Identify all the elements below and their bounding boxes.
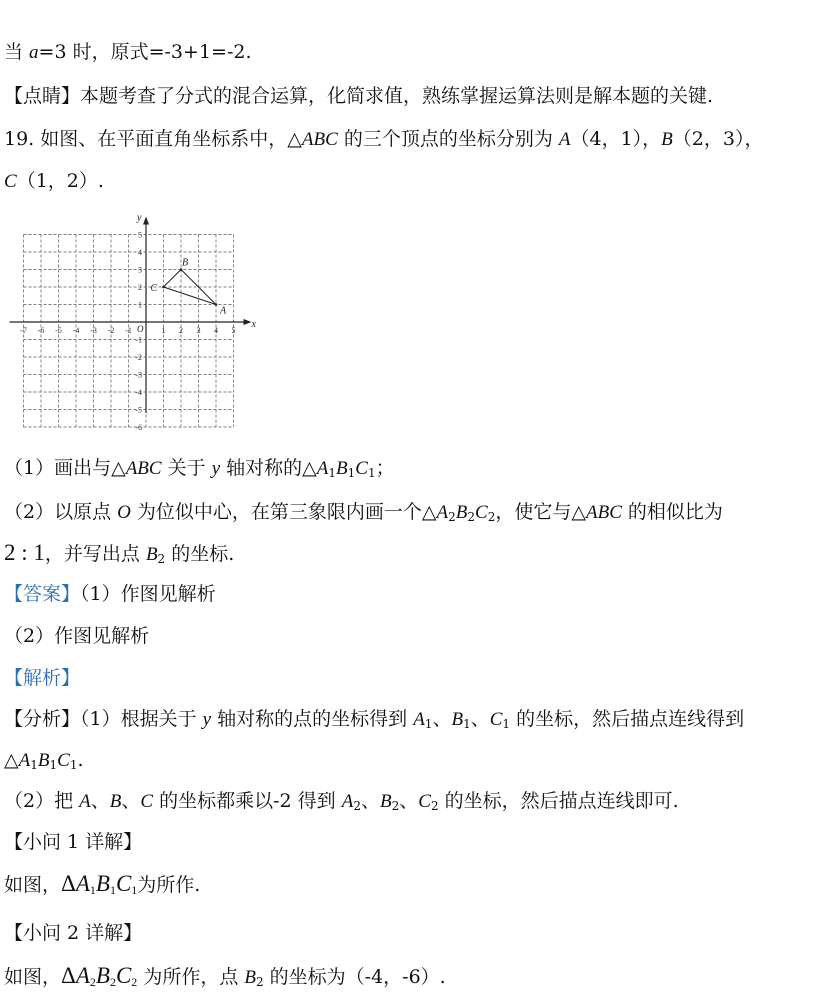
analysis-line-1: 【分析】（1）根据关于 y 轴对称的点的坐标得到 $A_1$、$B_1$、$C_1$ 的坐标，然后描点连线得到 <box>4 708 745 731</box>
x-tick-label: 4 <box>214 326 218 335</box>
y-tick-label: -3 <box>135 370 142 380</box>
x-tick-label: -3 <box>90 326 97 335</box>
vertex-a <box>215 303 218 306</box>
y-axis-label: y <box>137 212 142 224</box>
y-tick-label: 5 <box>138 230 142 240</box>
y-tick-label: -6 <box>135 423 142 432</box>
y-tick-label: 3 <box>138 265 142 275</box>
tick-labels <box>20 231 235 433</box>
x-tick-label: 1 <box>161 326 166 335</box>
coordinate-figure <box>0 205 260 445</box>
x-tick-label: -1 <box>125 326 132 335</box>
x-tick-label: 3 <box>196 326 201 335</box>
question-19-stem-cont: C（1，2）. <box>4 170 104 192</box>
question-part-2-cont: 2 : 1，并写出点 $B_2$ 的坐标. <box>4 540 235 566</box>
y-axis-arrow <box>143 217 149 225</box>
y-tick-label: -4 <box>135 388 142 397</box>
y-tick-label: -2 <box>135 353 142 362</box>
xiaowen-1-body: 如图，$\Delta A_1B_1C_1$为所作. <box>4 871 201 897</box>
jiexi-heading: 【解析】 <box>4 667 81 689</box>
x-tick-label: -4 <box>72 326 80 335</box>
analysis-line-3: （2）把 A、B、C 的坐标都乘以-2 得到 $A_2$、$B_2$、$C_2$ 的坐标，然后描点连线即可. <box>4 790 679 813</box>
y-tick-label: 2 <box>138 283 142 292</box>
xiaowen-2-body: 如图，$\Delta A_2B_2C_2$ 为所作，点 $B_2$ 的坐标为（-4，-6）. <box>4 963 446 989</box>
y-tick-label: -1 <box>135 335 142 345</box>
x-tick-label: 5 <box>231 326 236 335</box>
x-axis-arrow <box>244 319 252 325</box>
question-part-1: （1）画出与△ABC 关于 y 轴对称的$\triangle A_1B_1C_1$； <box>4 457 395 480</box>
question-19-stem: 19. 如图、在平面直角坐标系中，△ABC 的三个顶点的坐标分别为 A（4，1），B（2，3）， <box>4 128 764 150</box>
x-tick-label: -6 <box>37 326 45 335</box>
origin-label: O <box>137 324 144 334</box>
analysis-line-2: $\triangle A_1B_1C_1$. <box>4 749 84 772</box>
x-tick-label: -5 <box>55 326 62 335</box>
xiaowen-2-heading: 【小问 2 详解】 <box>4 922 143 944</box>
line-result: 当 a=3 时，原式=-3+1=-2. <box>4 41 252 63</box>
vertex-b <box>180 268 183 271</box>
vertex-c <box>162 286 165 289</box>
x-axis-label: x <box>251 319 256 330</box>
question-part-2: （2）以原点 O 为位似中心，在第三象限内画一个$\triangle A_2B_2C_2$，使它与△ABC 的相似比为 <box>4 501 723 524</box>
y-tick-label: -5 <box>135 405 142 415</box>
line-dianjing: 【点睛】本题考查了分式的混合运算，化简求值，熟练掌握运算法则是解本题的关键. <box>4 85 714 107</box>
vertex-label-b: B <box>182 257 189 269</box>
vertex-label-c: C <box>150 283 158 294</box>
y-tick-label: 1 <box>138 300 142 310</box>
xiaowen-1-heading: 【小问 1 详解】 <box>4 831 143 853</box>
x-tick-label: -2 <box>107 326 115 335</box>
answer-line-2: （2）作图见解析 <box>4 625 150 647</box>
y-tick-label: 4 <box>138 248 142 257</box>
x-tick-label: -7 <box>20 326 27 335</box>
x-tick-label: 2 <box>179 326 183 335</box>
vertex-label-a: A <box>220 305 227 317</box>
answer-line-1: 【答案】（1）作图见解析 <box>4 583 216 605</box>
